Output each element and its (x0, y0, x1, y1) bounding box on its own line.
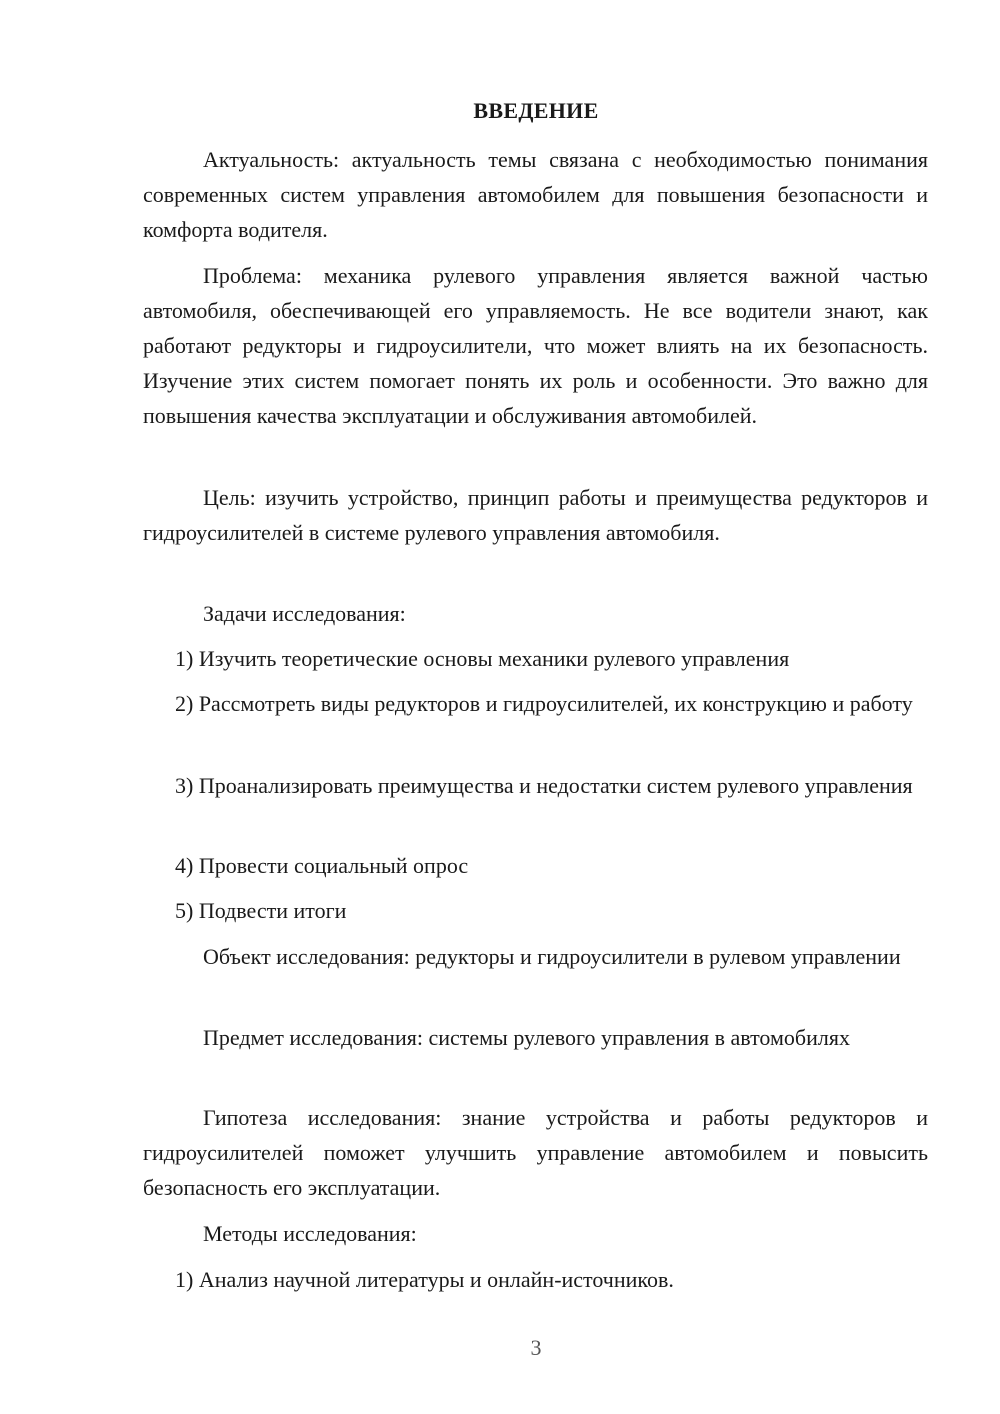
task-item: 2) Рассмотреть виды редукторов и гидроусилителей, их конструкцию и работу (175, 691, 913, 716)
methods-heading: Методы исследования: (203, 1221, 417, 1246)
paragraph-object: Объект исследования: редукторы и гидроусилители в рулевом управлении (203, 944, 901, 969)
paragraph-relevance: Актуальность: актуальность темы связана с необходимостью понимания современных систем управления автомобилем для повышения безопасности и комфорта водителя. (143, 147, 928, 242)
section-heading: ВВЕДЕНИЕ (473, 98, 599, 123)
task-item: 5) Подвести итоги (175, 898, 347, 923)
method-item: 1) Анализ научной литературы и онлайн-источников. (175, 1267, 674, 1292)
paragraph-goal: Цель: изучить устройство, принцип работы и преимущества редукторов и гидроусилителей в системе рулевого управления автомобиля. (143, 485, 928, 545)
task-item: 1) Изучить теоретические основы механики рулевого управления (175, 646, 790, 671)
paragraph-problem: Проблема: механика рулевого управления является важной частью автомобиля, обеспечивающей его управляемость. Не все водители знают, как работают редукторы и гидроусилители, что может влиять на их безопасность. Изучение этих систем помогает понять их роль и особенности. Это важно для повышения качества эксплуатации и обслуживания автомобилей. (143, 263, 928, 428)
task-item: 4) Провести социальный опрос (175, 853, 469, 878)
page-number: 3 (530, 1335, 542, 1360)
paragraph-subject: Предмет исследования: системы рулевого управления в автомобилях (203, 1025, 850, 1050)
paragraph-hypothesis: Гипотеза исследования: знание устройства и работы редукторов и гидроусилителей поможет улучшить управление автомобилем и повысить безопасность его эксплуатации. (143, 1105, 928, 1200)
task-item: 3) Проанализировать преимущества и недостатки систем рулевого управления (175, 773, 913, 798)
tasks-heading: Задачи исследования: (203, 601, 406, 626)
